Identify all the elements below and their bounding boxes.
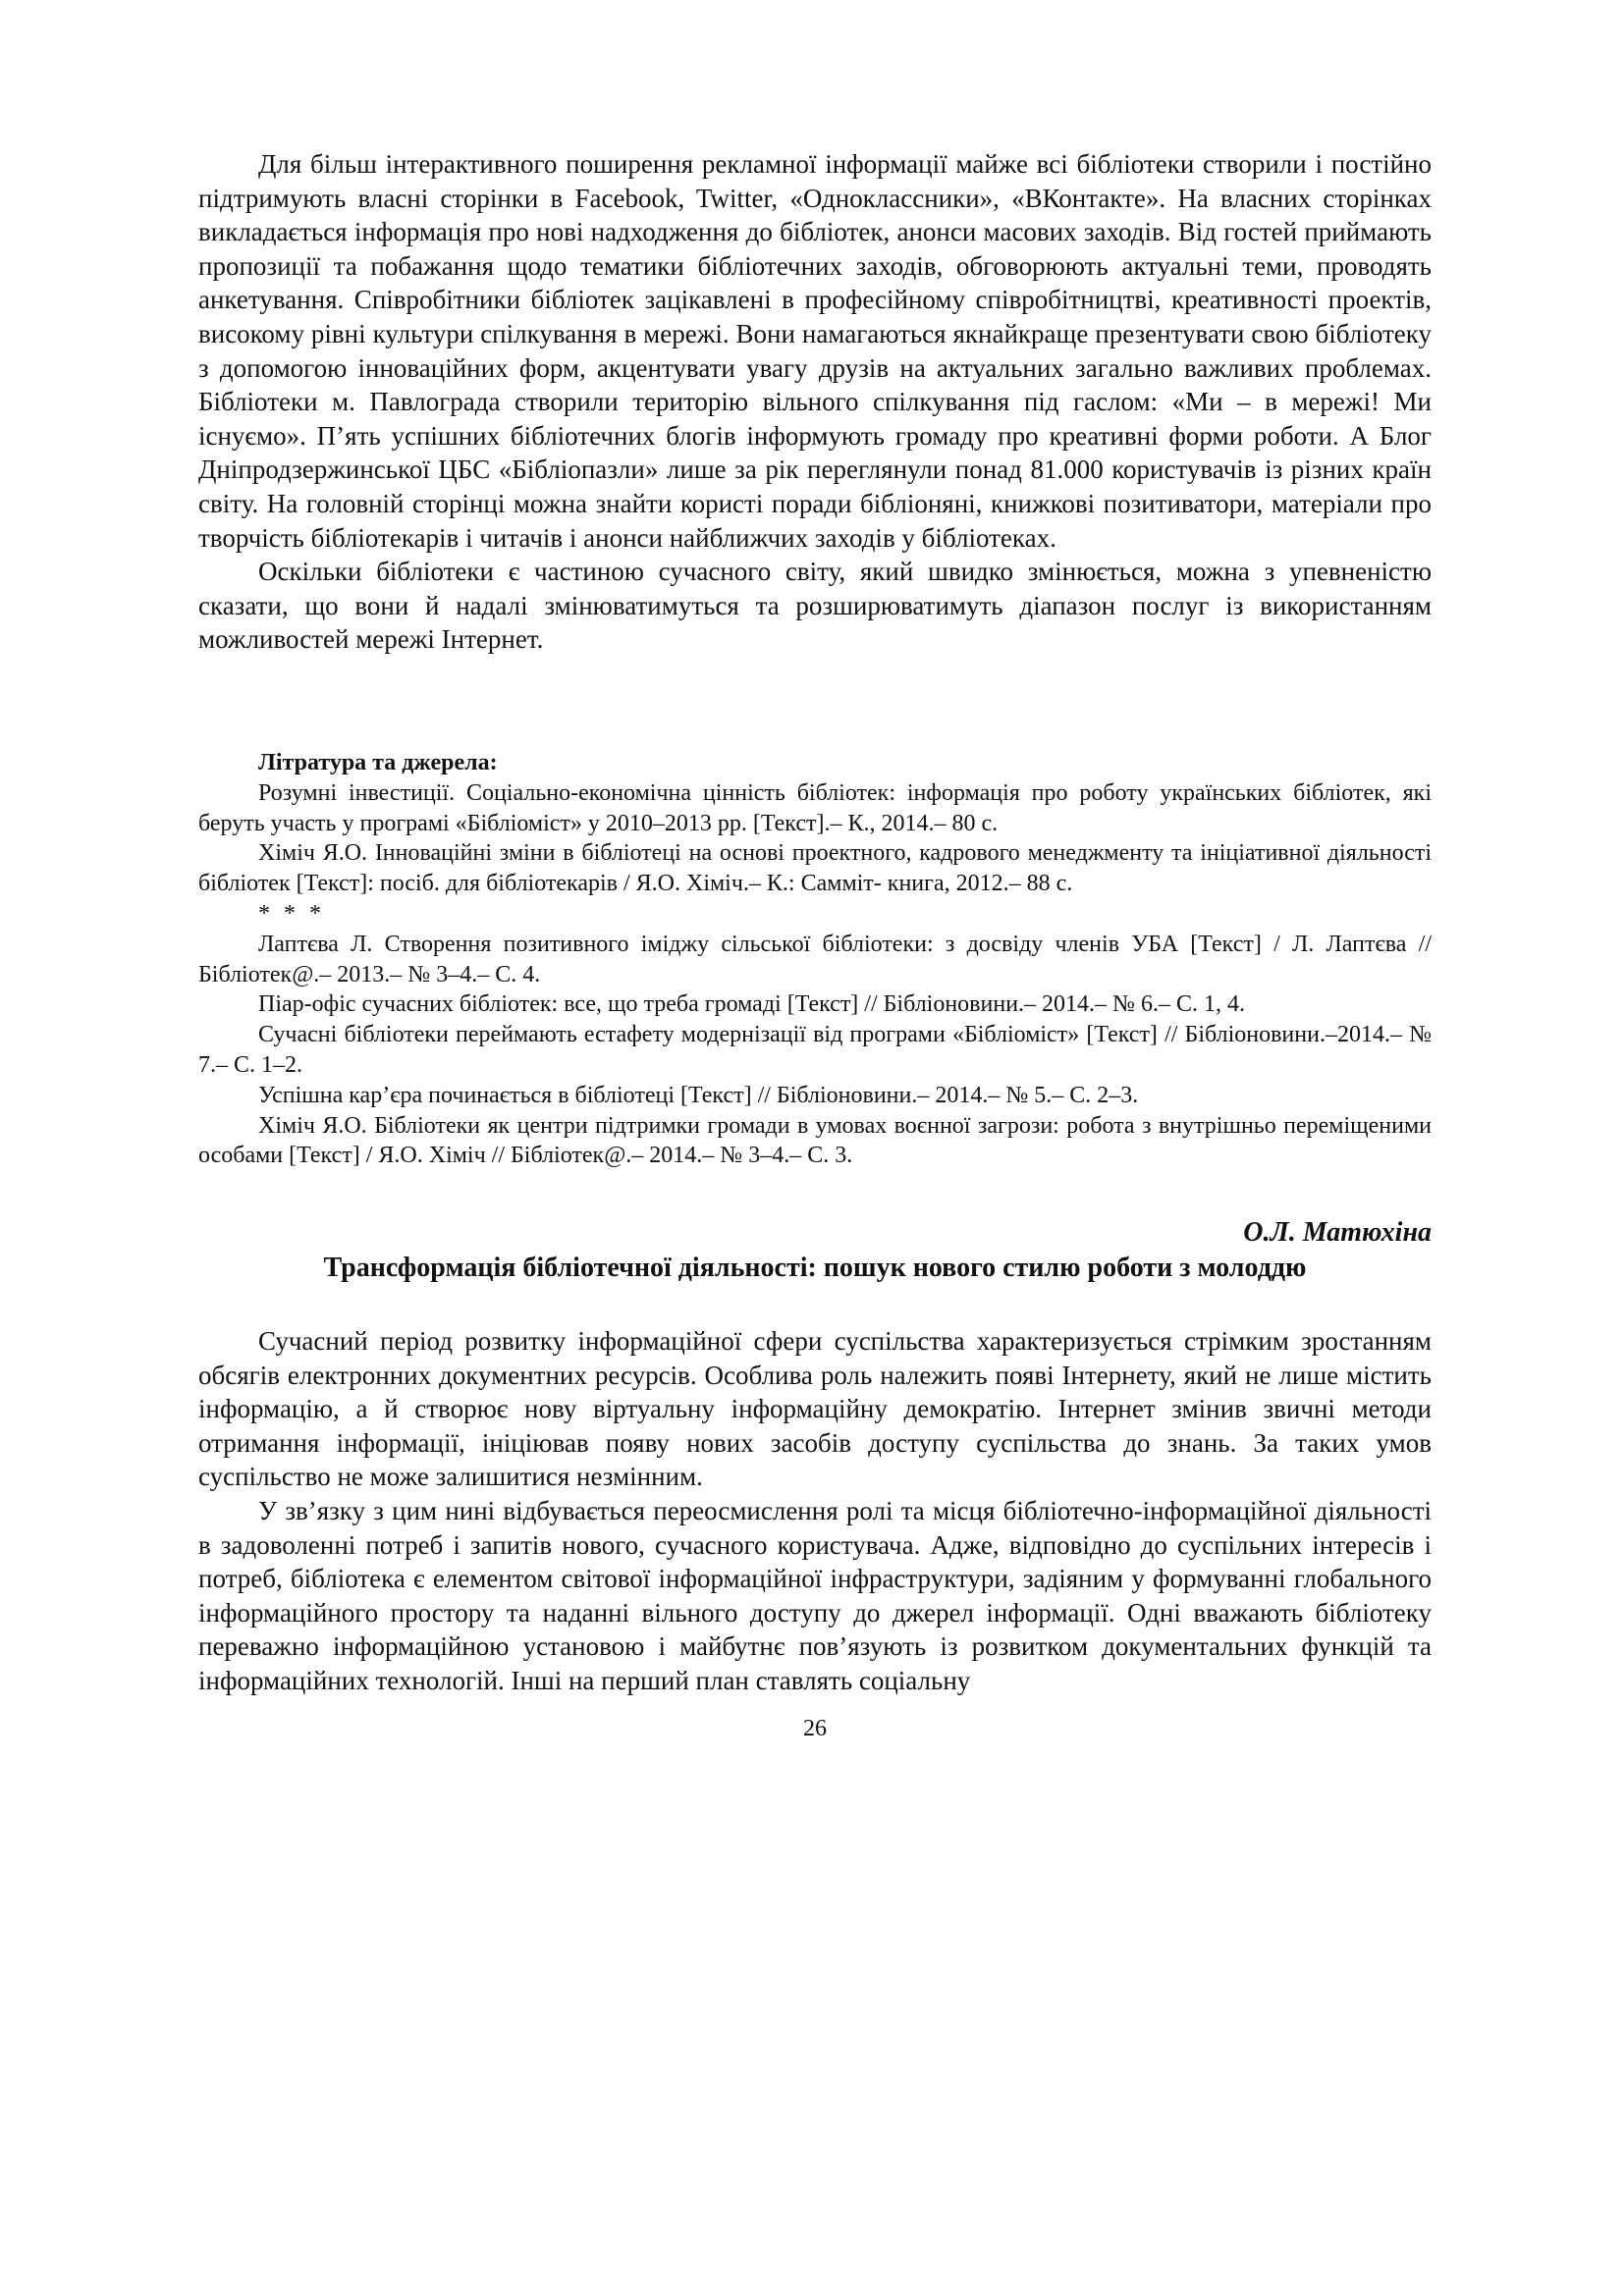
references-list bbox=[198, 748, 1432, 1171]
reference-item: Піар-офіс сучасних бібліотек: все, що треба громаді [Текст] // Бібліоновини.– 2014.– № 6.– С. 1, 4. bbox=[258, 991, 1245, 1018]
article-title: Трансформація бібліотечної діяльності: пошук нового стилю роботи з молоддю bbox=[323, 1253, 1307, 1283]
paragraph: Для більш інтерактивного поширення рекламної інформації майже всі бібліотеки створили і постійно підтримують власні сторінки в Facebook, Twitter, «Одноклассники», «ВКонтакте». На власних сторінках викладається інформація про нові надходження до бібліотек, анонси масових заходів. Від гостей приймають пропозиції та побажання щодо тематики бібліотечних заходів, обговорюють актуальні теми, проводять анкетування. Співробітники бібліотек зацікавлені в професійному співробітництві, креативності проектів, високому рівні культури спілкування в мережі. Вони намагаються якнайкраще презентувати свою бібліотеку з допомогою інноваційних форм, акцентувати увагу друзів на актуальних загально важливих проблемах. Бібліотеки м. Павлограда створили територію вільного спілкування під гаслом: «Ми – в мережі! Ми існуємо». П’ять успішних бібліотечних блогів інформують громаду про креативні форми роботи. А Блог Дніпродзержинської ЦБС «Бібліопазли» лише за рік переглянули понад 81.000 користувачів із різних країн світу. На головній сторінці можна знайти користі поради бібліоняні, книжкові позитиватори, матеріали про творчість бібліотекарів і читачів і анонси найближчих заходів у бібліотеках. bbox=[198, 149, 1432, 553]
references-separator: * * * bbox=[258, 900, 325, 927]
article-author: О.Л. Матюхіна bbox=[1243, 1217, 1432, 1248]
paragraph: Сучасний період розвитку інформаційної сфери суспільства характеризується стрімким зростанням обсягів електронних документних ресурсів. Особлива роль належить появі Інтернету, який не лише містить інформацію, а й створює нову віртуальну інформаційну демократію. Інтернет змінив звичні методи отримання інформації, ініціював появу нових засобів доступу суспільства до знань. За таких умов суспільство не може залишитися незмінним. bbox=[198, 1326, 1432, 1492]
page-number: 26 bbox=[803, 1716, 827, 1741]
section-body-2 bbox=[198, 1324, 1432, 1698]
reference-item: Лаптєва Л. Створення позитивного іміджу сільської бібліотеки: з досвіду членів УБА [Текст] / Л. Лаптєва // Бібліотек@.– 2013.– № 3–4.– С. 4. bbox=[198, 931, 1432, 988]
section-body-1 bbox=[198, 147, 1432, 657]
references-heading: Літратура та джерела: bbox=[258, 750, 498, 775]
paragraph: У зв’язку з цим нині відбувається переосмислення ролі та місця бібліотечно-інформаційної діяльності в задоволенні потреб і запитів нового, сучасного користувача. Адже, відповідно до суспільних інтересів і потреб, бібліотека є елементом світової інформаційної інфраструктури, задіяним у формуванні глобального інформаційного простору та наданні вільного доступу до джерел інформації. Одні вважають бібліотеку переважно інформаційною установою і майбутнє пов’язують із розвитком документальних функцій та інформаційних технологій. Інші на перший план ставлять соціальну bbox=[198, 1495, 1432, 1695]
reference-item: Сучасні бібліотеки переймають естафету модернізації від програми «Бібліоміст» [Текст] // Бібліоновини.–2014.– № 7.– С. 1–2. bbox=[198, 1022, 1432, 1078]
reference-item: Хіміч Я.О. Інноваційні зміни в бібліотеці на основі проектного, кадрового менеджменту та ініціативної діяльності бібліотек [Текст]: посіб. для бібліотекарів / Я.О. Хіміч.– К.: Самміт- книга, 2012.– 88 с. bbox=[198, 840, 1432, 897]
paragraph: Оскільки бібліотеки є частиною сучасного світу, який швидко змінюється, можна з упевненістю сказати, що вони й надалі змінюватимуться та розширюватимуть діапазон послуг із використанням можливостей мережі Інтернет. bbox=[198, 557, 1432, 655]
reference-item: Успішна кар’єра починається в бібліотеці [Текст] // Бібліоновини.– 2014.– № 5.– С. 2–3. bbox=[258, 1082, 1139, 1108]
reference-item: Розумні інвестиції. Соціально-економічна цінність бібліотек: інформація про роботу українських бібліотек, які беруть участь у програмі «Бібліоміст» у 2010–2013 рр. [Текст].– К., 2014.– 80 с. bbox=[198, 779, 1432, 836]
reference-item: Хіміч Я.О. Бібліотеки як центри підтримки громади в умовах воєнної загрози: робота з внутрішньо переміщеними особами [Текст] / Я.О. Хіміч // Бібліотек@.– 2014.– № 3–4.– С. 3. bbox=[198, 1112, 1432, 1169]
